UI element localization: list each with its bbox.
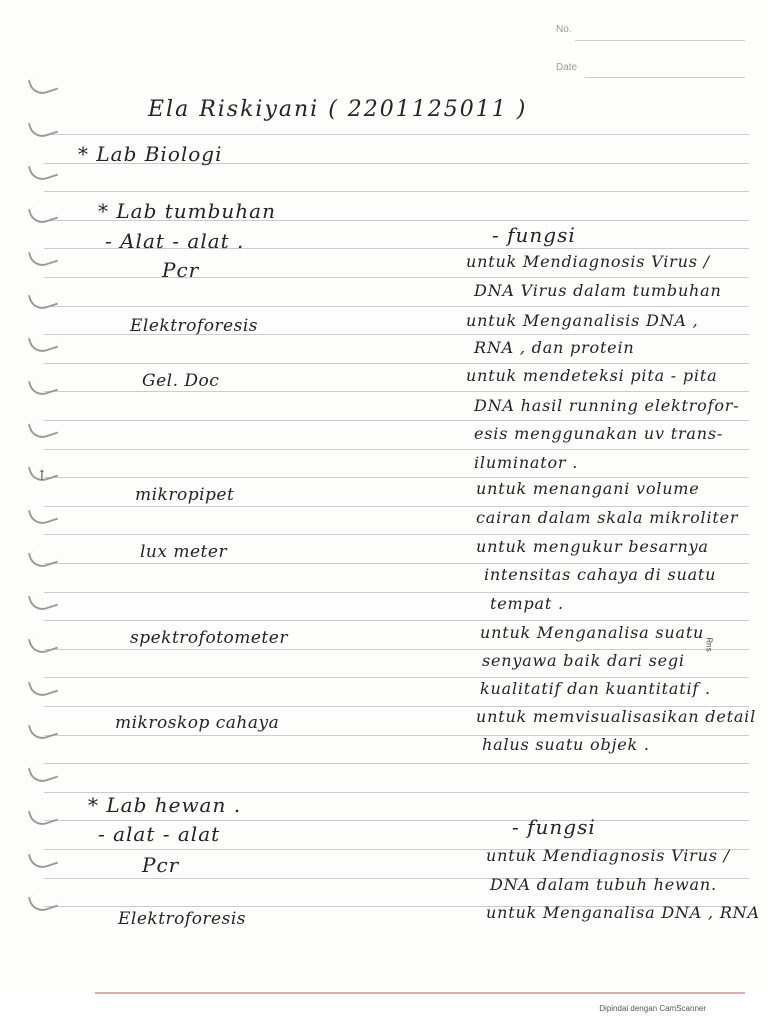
tool-name: Pcr (162, 258, 200, 282)
ruled-line (44, 677, 749, 678)
function-line: cairan dalam skala mikroliter (476, 508, 739, 527)
section2-heading: * Lab hewan . (88, 793, 242, 817)
function-line: kualitatif dan kuantitatif . (480, 679, 711, 698)
section1-heading: * Lab tumbuhan (98, 199, 276, 223)
margin-note: Rns (704, 637, 714, 652)
binder-ring (28, 416, 58, 441)
function-line: untuk mendeteksi pita - pita (466, 366, 718, 385)
tool-name: Gel. Doc (142, 371, 220, 391)
function-line: untuk Mendiagnosis Virus / (486, 846, 730, 865)
function-line: untuk Menganalisa suatu (480, 623, 705, 642)
tool-name: spektrofotometer (130, 628, 288, 648)
function-line: tempat . (490, 594, 564, 613)
binder-ring (28, 502, 58, 527)
function-line: untuk menangani volume (476, 479, 700, 498)
binder-ring (28, 889, 58, 914)
binder-ring (28, 760, 58, 785)
binder-ring (28, 588, 58, 613)
ruled-line (44, 420, 749, 421)
function-line: DNA hasil running elektrofor- (474, 396, 740, 415)
binder-ring (28, 72, 58, 97)
margin-arrow-icon: ↑ (36, 468, 48, 484)
ruled-line (44, 391, 749, 392)
ruled-line (44, 620, 749, 621)
function-line: halus suatu objek . (482, 735, 650, 754)
no-label: No. (556, 24, 572, 35)
function-line: untuk Menganalisa DNA , RNA (486, 903, 760, 922)
binder-ring (28, 201, 58, 226)
tool-name: Elektroforesis (130, 316, 259, 336)
function-line: untuk memvisualisasikan detail (476, 707, 756, 726)
ruled-line (44, 477, 749, 478)
binder-ring (28, 803, 58, 828)
ruled-line (44, 506, 749, 507)
ruled-line (44, 277, 749, 278)
date-line (585, 77, 745, 78)
binder-ring (28, 373, 58, 398)
section2-fungsi-label: - fungsi (512, 815, 596, 839)
ruled-line (44, 191, 749, 192)
section2-tools-label: - alat - alat (98, 822, 221, 846)
function-line: DNA dalam tubuh hewan. (490, 875, 717, 894)
function-line: iluminator . (474, 453, 579, 472)
function-line: intensitas cahaya di suatu (484, 565, 717, 584)
binder-ring (28, 330, 58, 355)
ruled-line (44, 592, 749, 593)
binder-ring (28, 244, 58, 269)
binder-ring (28, 158, 58, 183)
function-line: senyawa baik dari segi (482, 651, 685, 670)
ruled-line (44, 134, 749, 135)
ruled-line (44, 820, 749, 821)
scanner-watermark: Dipindai dengan CamScanner (599, 1004, 706, 1013)
binder-ring (28, 545, 58, 570)
binder-ring (28, 674, 58, 699)
ruled-line (44, 563, 749, 564)
ruled-line (44, 649, 749, 650)
function-line: untuk mengukur besarnya (476, 537, 709, 556)
no-line (575, 40, 745, 41)
author-line: Ela Riskiyani ( 2201125011 ) (148, 97, 528, 122)
function-line: esis menggunakan uv trans- (474, 424, 724, 443)
binder-ring (28, 846, 58, 871)
ruled-line (44, 449, 749, 450)
binder-ring (28, 287, 58, 312)
date-label: Date (556, 62, 578, 73)
tool-name: mikropipet (135, 485, 235, 505)
binder-ring (28, 115, 58, 140)
page-title: * Lab Biologi (78, 142, 223, 166)
page-bottom-edge (95, 992, 745, 994)
section1-tools-label: - Alat - alat . (105, 229, 245, 253)
tool-name: Elektroforesis (118, 909, 247, 929)
function-line: RNA , dan protein (474, 338, 635, 357)
tool-name: mikroskop cahaya (115, 713, 280, 733)
tool-name: Pcr (142, 853, 180, 877)
ruled-line (44, 534, 749, 535)
tool-name: lux meter (140, 542, 228, 562)
function-line: untuk Menganalisis DNA , (466, 311, 699, 330)
function-line: untuk Mendiagnosis Virus / (466, 252, 710, 271)
binder-ring (28, 717, 58, 742)
ruled-line (44, 363, 749, 364)
section1-fungsi-label: - fungsi (492, 223, 576, 247)
ruled-line (44, 306, 749, 307)
binder-ring (28, 631, 58, 656)
ruled-line (44, 763, 749, 764)
function-line: DNA Virus dalam tumbuhan (474, 281, 722, 300)
